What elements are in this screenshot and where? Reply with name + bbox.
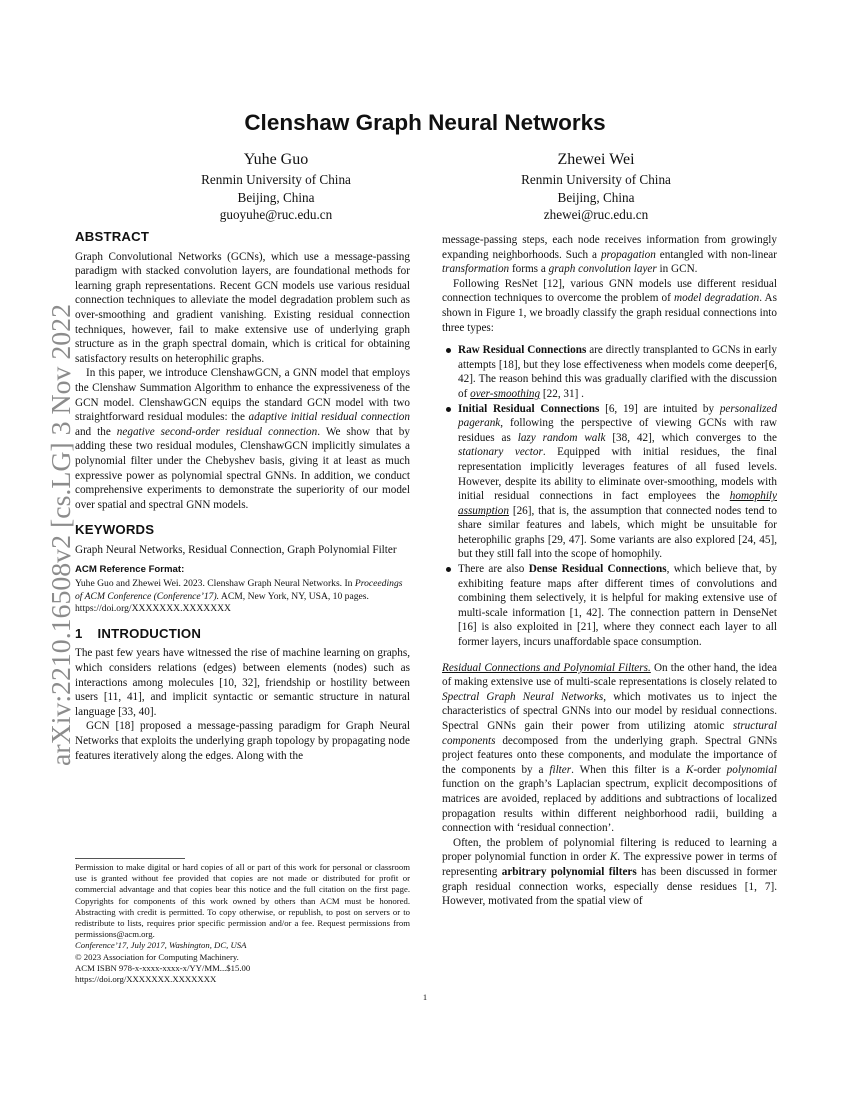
author-name: Zhewei Wei [557, 151, 635, 168]
list-item: There are also Dense Residual Connections, which believe that, by exhibiting feature maps after different times of convolutions and combining them selectively, it is helpful for making extensive use of multi-scale information [1, 42]. The connection pattern in DenseNet [16] is also exploited in [21], where they connect each layer to all former layers, incurs unaffordable space consumption. [458, 563, 778, 649]
author-location: Beijing, China [237, 189, 315, 205]
keywords-text: Graph Neural Networks, Residual Connection, Graph Polynomial Filter [75, 543, 397, 556]
author-affiliation: Renmin University of China [201, 172, 351, 187]
author-name: Yuhe Guo [243, 151, 309, 168]
intro-paragraph-1: The past few years have witnessed the rise of machine learning on graphs, which considers relations (edges) between elements (nodes) such as interactions among molecules [10, 32], friendship or hostility between users [11, 41], and implicit syntactic or semantic structure in natural language [33, 40]. [75, 647, 410, 718]
author-email[interactable]: zhewei@ruc.edu.cn [543, 207, 649, 222]
copyright-footnote [75, 862, 410, 985]
list-item: Initial Residual Connections [6, 19] are intuited by personalized pagerank, following the perspective of viewing GCNs with raw residues as lazy random walk [38, 42], which converges to the stationary vector. Equipped with initial residues, the final representation implicitly leverages features of all fused levels. However, despite its ability to eliminate over-smoothing, models with initial residual connections in fact employees the homophily assumption [26], that is, the assumption that connected nodes tend to share similar features and labels, which might be unsuitable for heterophilic graphs [29, 47]. Some variants are also explored [24, 45], but they still fall into the scope of homophily. [458, 402, 777, 561]
footnote-divider [75, 858, 185, 859]
acm-reference-heading: ACM Reference Format: [75, 564, 185, 576]
right-column [442, 233, 777, 909]
acm-reference-text: Yuhe Guo and Zhewei Wei. 2023. Clenshaw Graph Neural Networks. In Proceedings of ACM Conference (Conference’17). ACM, New York, NY, USA, 10 pages. https://doi.org/XXXXXXX.XXXXXXX [75, 578, 403, 615]
right-paragraph-1: message-passing steps, each node receives information from growingly expanding neighborhoods. Such a propagation entangled with non-linear transformation forms a graph convolution layer in GCN. [442, 234, 777, 276]
residual-types-list [442, 343, 777, 649]
abstract-paragraph-2: In this paper, we introduce ClenshawGCN, a GNN model that employs the Clenshaw Summation Algorithm to enhance the expressiveness of the GCN model. ClenshawGCN equips the standard GCN model with two straightforward residual modules: the adaptive initial residual connection and the negative second-order residual connection. We show that by adding these two residual modules, ClenshawGCN implicitly simulates a polynomial filter under the Chebyshev basis, giving it at least as much expressive power as polynomial spectral GNNs. In addition, we conduct comprehensive experiments to demonstrate the superiority of our model over spatial and spectral GNN models. [75, 367, 410, 511]
author-affiliation: Renmin University of China [521, 172, 671, 187]
doi-link[interactable]: https://doi.org/XXXXXXX.XXXXXXX [75, 974, 217, 985]
permission-notice: Permission to make digital or hard copies of all or part of this work for personal or classroom use is granted without fee provided that copies are not made or distributed for profit or commercial advantage and that copies bear this notice and the full citation on the first page. Copyrights for components of this work owned by others than ACM must be honored. Abstracting with credit is permitted. To copy otherwise, or republish, to post on servers or to redistribute to lists, requires prior specific permission and/or a fee. Request permissions from permissions@acm.org. [75, 862, 410, 940]
keywords-heading: KEYWORDS [75, 522, 155, 538]
list-item: Raw Residual Connections are directly transplanted to GCNs in early attempts [18], but they lose effectiveness when models come deeper[6, 42]. The reason behind this was gradually clarified with the discussion of over-smoothing [22, 31] . [458, 344, 777, 400]
section-title: INTRODUCTION [97, 625, 202, 641]
isbn-line: ACM ISBN 978-x-xxxx-xxxx-x/YY/MM...$15.00 [75, 962, 251, 973]
conference-info: Conference’17, July 2017, Washington, DC, USA [75, 940, 247, 951]
left-column [75, 230, 410, 763]
author-email[interactable]: guoyuhe@ruc.edu.cn [219, 207, 333, 222]
abstract-heading: ABSTRACT [75, 229, 150, 244]
abstract-paragraph-1: Graph Convolutional Networks (GCNs), which use a message-passing paradigm with stacked convolution layers, are foundational methods for learning graph representations. Recent GCN models use various residual connection techniques to alleviate the model degradation problem such as over-smoothing and gradient vanishing. Existing residual connection techniques, however, fail to make extensive use of underlying graph structure as in the graph spectral domain, which is critical for obtaining satisfactory results on heterophilic graphs. [75, 250, 410, 365]
section-number: 1 [75, 625, 83, 641]
right-paragraph-4: Often, the problem of polynomial filtering is reduced to learning a proper polynomial function in order K. The expressive power in terms of representing arbitrary polynomial filters has been discussed in former graph residual connection works, especially dense residues [1, 7]. However, motivated from the spatial view of [442, 836, 777, 908]
right-paragraph-2: Following ResNet [12], various GNN models use different residual connection techniques to overcome the problem of model degradation. As shown in Figure 1, we broadly classify the graph residual connections into three types: [442, 277, 777, 334]
introduction-heading [75, 627, 410, 642]
arxiv-id: arXiv:2210.16508v2 [cs.LG] 3 Nov 2022 [46, 317, 76, 766]
author-block-2 [446, 150, 746, 224]
author-block-1 [126, 150, 426, 224]
right-paragraph-3: Residual Connections and Polynomial Filters. On the other hand, the idea of making extensive use of multi-scale representations is closely related to Spectral Graph Neural Networks, which motivates us to inject the characteristics of spectral GNNs into our model by residual connections. Spectral GNNs gain their power from utilizing atomic structural components decomposed from the underlying graph. Spectral GNNs project features onto these components, and modulate the importance of the components by a filter. When this filter is a K-order polynomial function on the graph’s Laplacian spectrum, explicit decompositions of matrices are avoided, replaced by additions and subtractions of localized propagation results within different neighborhood radii, building a connection with ‘residual connection’. [442, 661, 778, 835]
intro-paragraph-2: GCN [18] proposed a message-passing paradigm for Graph Neural Networks that exploits the underlying graph topology by propagating node features iteratively along the edges. Along with the [75, 720, 410, 762]
author-location: Beijing, China [557, 189, 635, 205]
copyright-line: © 2023 Association for Computing Machinery. [75, 951, 239, 962]
page-number: 1 [422, 992, 428, 1002]
paper-title: Clenshaw Graph Neural Networks [244, 110, 606, 135]
